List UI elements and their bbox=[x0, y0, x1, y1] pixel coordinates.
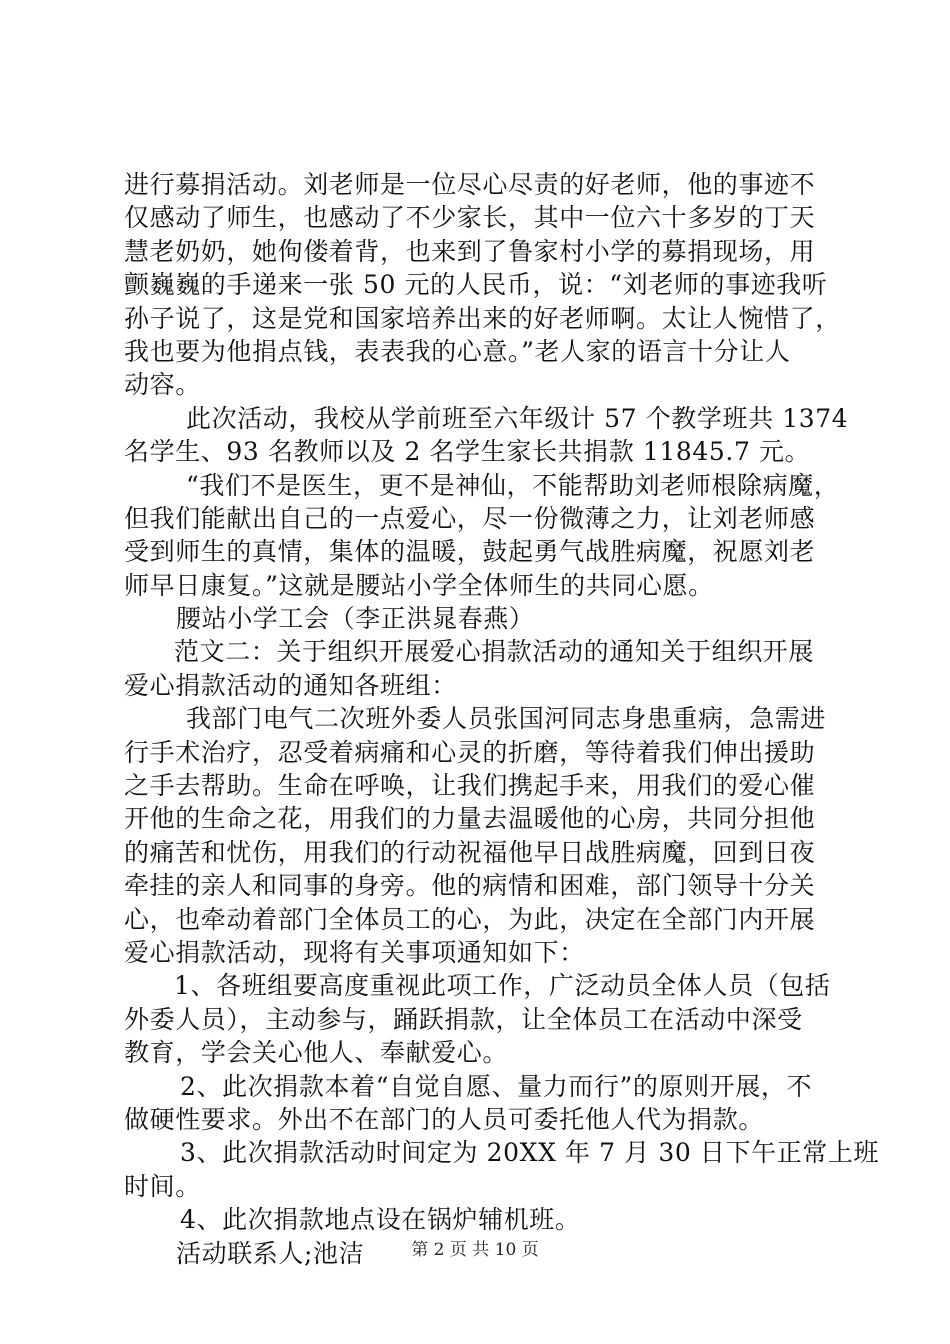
text-line: 的痛苦和忧伤，用我们的行动祝福他早日战胜病魔，回到日夜 bbox=[124, 837, 816, 867]
text-line: 开他的生命之花，用我们的力量去温暖他的心房，共同分担他 bbox=[124, 804, 816, 834]
text-line: 我部门电气二次班外委人员张国河同志身患重病，急需进 bbox=[186, 704, 827, 734]
text-line: 爱心捐款活动，现将有关事项通知如下： bbox=[124, 937, 585, 967]
text-line: 名学生、93 名教师以及 2 名学生家长共捐款 11845.7 元。 bbox=[124, 437, 811, 467]
text-line: 慧老奶奶，她佝偻着背，也来到了鲁家村小学的募捐现场，用 bbox=[124, 236, 816, 266]
text-line: 爱心捐款活动的通知各班组： bbox=[124, 670, 457, 700]
list-item: 4、此次捐款地点设在锅炉辅机班。 bbox=[180, 1205, 581, 1235]
text-line: 颤巍巍的手递来一张 50 元的人民币，说：“刘老师的事迹我听 bbox=[124, 270, 828, 300]
text-line: 此次活动，我校从学前班至六年级计 57 个教学班共 1374 bbox=[186, 403, 849, 433]
list-item: 2、此次捐款本着“自觉自愿、量力而行”的原则开展，不 bbox=[180, 1071, 813, 1101]
text-line: 我也要为他捐点钱，表表我的心意。”老人家的语言十分让人 bbox=[124, 336, 791, 366]
text-line: 受到师生的真情，集体的温暖，鼓起勇气战胜病魔，祝愿刘老 bbox=[124, 537, 816, 567]
text-line: 但我们能献出自己的一点爱心，尽一份微薄之力，让刘老师感 bbox=[124, 503, 816, 533]
text-line: 行手术治疗，忍受着病痛和心灵的折磨，等待着我们伸出援助 bbox=[124, 737, 816, 767]
text-line: 做硬性要求。外出不在部门的人员可委托他人代为捐款。 bbox=[124, 1104, 765, 1134]
text-line: 仅感动了师生，也感动了不少家长，其中一位六十多岁的丁天 bbox=[124, 203, 816, 233]
text-line: “我们不是医生，更不是神仙，不能帮助刘老师根除病魔， bbox=[186, 470, 840, 500]
text-line: 动容。 bbox=[124, 370, 201, 400]
text-line: 教育，学会关心他人、奉献爱心。 bbox=[124, 1038, 509, 1068]
text-line: 之手去帮助。生命在呼唤，让我们携起手来，用我们的爱心催 bbox=[124, 771, 816, 801]
text-line: 牵挂的亲人和同事的身旁。他的病情和困难，部门领导十分关 bbox=[124, 871, 816, 901]
text-line: 孙子说了，这是党和国家培养出来的好老师啊。太让人惋惜了， bbox=[124, 303, 841, 333]
contact-line: 活动联系人;池洁 bbox=[176, 1238, 365, 1268]
text-line: 心，也牵动着部门全体员工的心，为此，决定在全部门内开展 bbox=[124, 904, 816, 934]
text-line: 时间。 bbox=[124, 1171, 201, 1201]
text-line: 外委人员），主动参与，踊跃捐款，让全体员工在活动中深受 bbox=[124, 1004, 803, 1034]
text-line: 师早日康复。”这就是腰站小学全体师生的共同心愿。 bbox=[124, 570, 714, 600]
list-item: 3、此次捐款活动时间定为 20XX 年 7 月 30 日下午正常上班 bbox=[180, 1138, 880, 1168]
signature-line: 腰站小学工会（李正洪晁春燕） bbox=[176, 604, 535, 634]
list-item: 1、各班组要高度重视此项工作，广泛动员全体人员（包括 bbox=[174, 971, 831, 1001]
text-line: 进行募捐活动。刘老师是一位尽心尽责的好老师，他的事迹不 bbox=[124, 170, 816, 199]
page-number-footer: 第 2 页 共 10 页 bbox=[411, 1240, 539, 1260]
section-heading: 范文二：关于组织开展爱心捐款活动的通知关于组织开展 bbox=[174, 637, 815, 667]
document-body bbox=[124, 168, 880, 1270]
